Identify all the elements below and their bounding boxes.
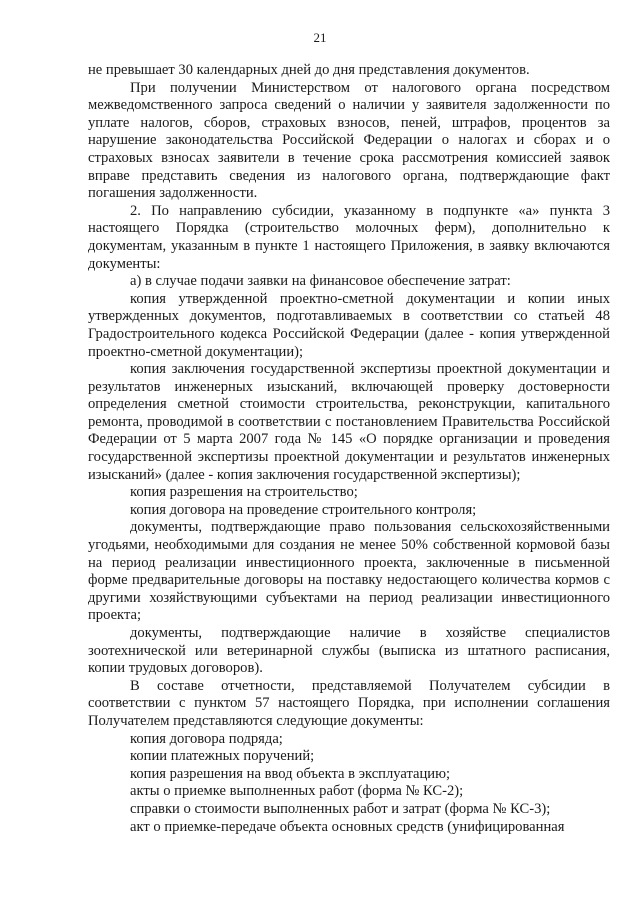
paragraph: При получении Министерством от налогового органа посредством межведомственного запроса сведений о наличии у заявителя задолженности по уплате налогов, сборов, страховых взносов, пеней, штрафов, процентов за нарушение законодательства Российской Федерации о налогах и сборах и о страховых взносах заявители в течение срока рассмотрения комиссией заявок вправе представить сведения из налогового органа, подтверждающие факт погашения задолженности. — [88, 79, 610, 202]
paragraph: акты о приемке выполненных работ (форма № КС-2); — [130, 783, 464, 800]
paragraph: справки о стоимости выполненных работ и затрат (форма № КС-3); — [130, 800, 551, 817]
paragraph: копия заключения государственной экспертизы проектной документации и результатов инженерных изысканий, включающей проверку достоверности определения сметной стоимости строительства, реконструкции, капитального ремонта, проводимой в соответствии с постановлением Правительства Российской Федерации от 5 марта 2007 года № 145 «О порядке организации и проведения государственной экспертизы проектной документации и результатов инженерных изысканий» (далее - копия заключения государственной экспертизы); — [88, 361, 610, 483]
paragraph: документы, подтверждающие право пользования сельскохозяйственными угодьями, необходимыми для создания не менее 50% собственной кормовой базы на период реализации инвестиционного проекта, заключенные в письменной форме предварительные договоры на поставку недостающего количества кормов с другими хозяйствующими субъектами на период реализации инвестиционного проекта; — [88, 519, 610, 624]
paragraph: копия договора подряда; — [130, 730, 283, 747]
paragraph: В составе отчетности, представляемой Получателем субсидии в соответствии с пунктом 57 настоящего Порядка, при исполнении соглашения Получателем представляются следующие документы: — [88, 677, 610, 729]
paragraph: копия разрешения на ввод объекта в эксплуатацию; — [130, 765, 451, 782]
paragraph: копия разрешения на строительство; — [130, 484, 358, 501]
paragraph: копия договора на проведение строительного контроля; — [130, 501, 477, 518]
page-number: 21 — [313, 30, 327, 45]
paragraph: акт о приемке-передаче объекта основных средств (унифицированная — [130, 818, 565, 835]
paragraph-continuation: не превышает 30 календарных дней до дня представления документов. — [88, 62, 530, 78]
paragraph: документы, подтверждающие наличие в хозяйстве специалистов зоотехнической или ветеринарной службы (выписка из штатного расписания, копии трудовых договоров). — [88, 625, 610, 677]
paragraph: а) в случае подачи заявки на финансовое обеспечение затрат: — [130, 273, 511, 290]
paragraph: копия утвержденной проектно-сметной документации и копии иных утвержденных документов, подготавливаемых в соответствии со статьей 48 Градостроительного кодекса Российской Федерации (далее - копия утвержденной проектно-сметной документации); — [88, 290, 610, 360]
paragraph: копии платежных поручений; — [130, 748, 315, 765]
paragraph: 2. По направлению субсидии, указанному в подпункте «а» пункта 3 настоящего Порядка (строительство молочных ферм), дополнительно к документам, указанным в пункте 1 настоящего Приложения, в заявку включаются документы: — [88, 202, 610, 272]
body-text — [88, 62, 610, 836]
